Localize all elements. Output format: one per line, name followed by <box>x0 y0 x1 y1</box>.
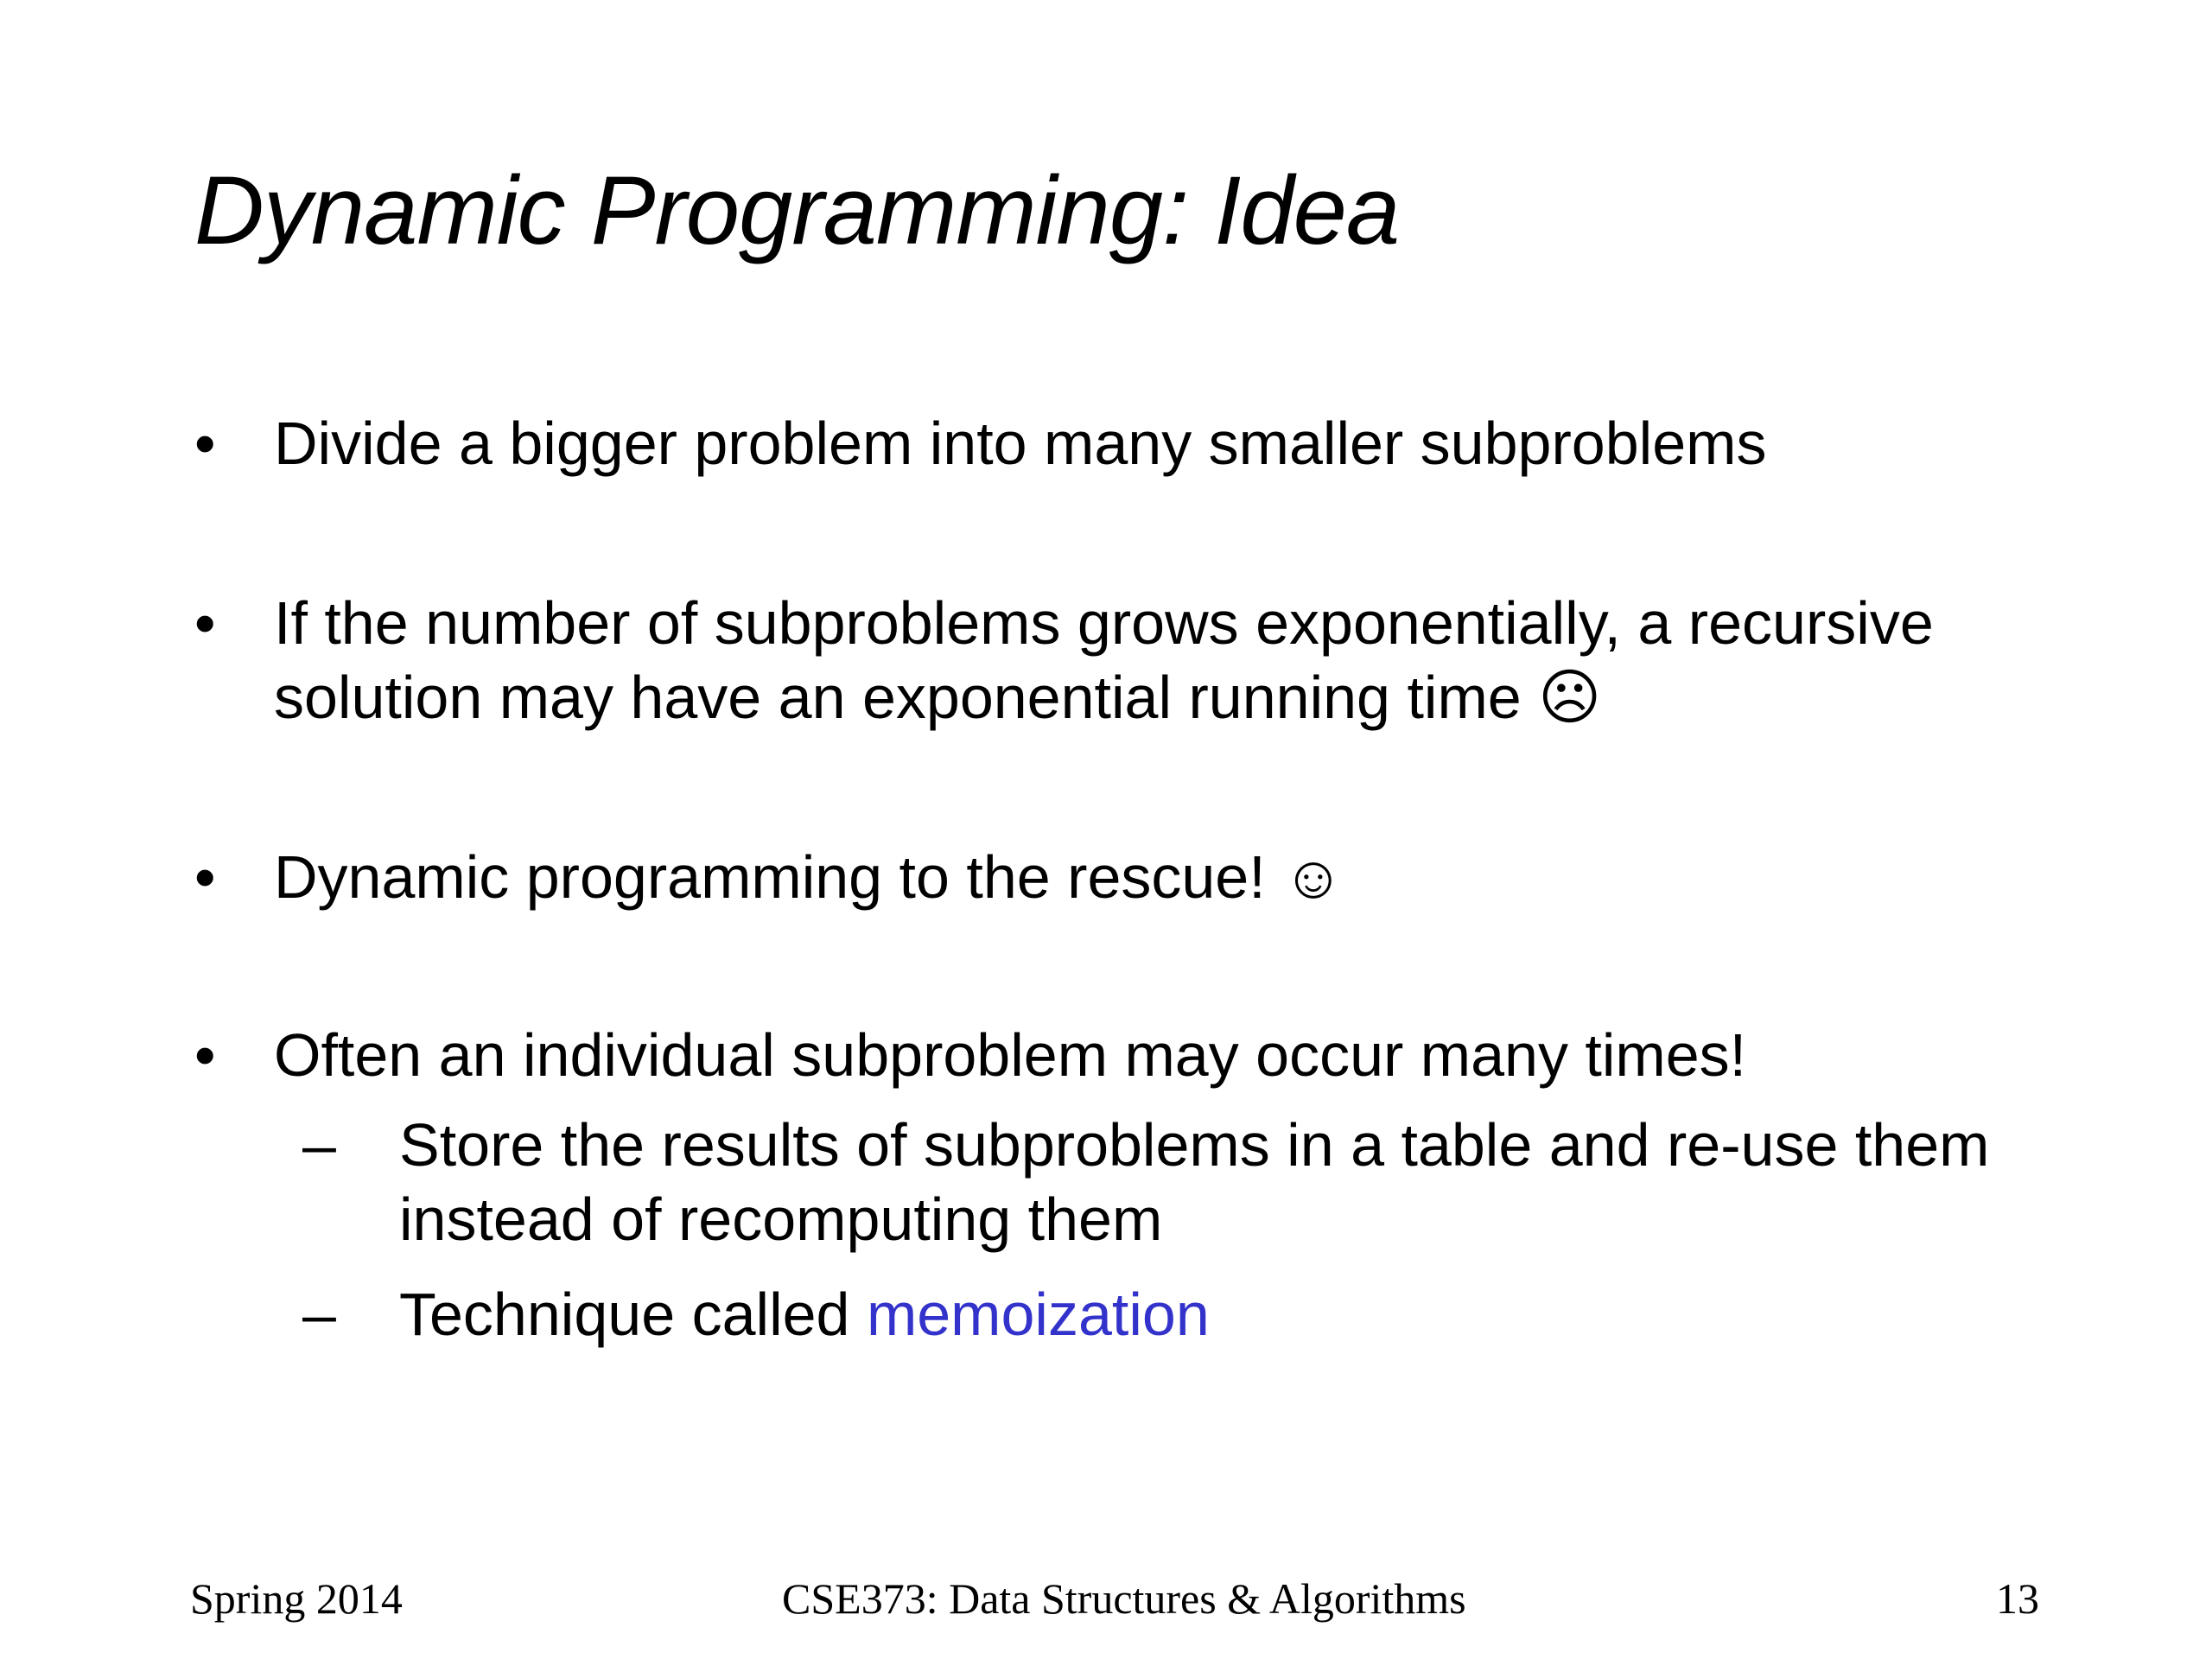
footer-course: CSE373: Data Structures & Algorithms <box>782 1574 1466 1623</box>
bullet-text: Dynamic programming to the rescue! ☺ <box>274 843 1344 911</box>
sub-bullet-marker: – <box>302 1281 336 1348</box>
bullet-marker: • <box>194 843 216 911</box>
sub-bullet-text <box>399 1277 2067 1351</box>
highlighted-term: memoization <box>866 1281 1210 1348</box>
slide-title: Dynamic Programming: Idea <box>194 156 1400 264</box>
bullet-text: Divide a bigger problem into many smaller subproblems <box>274 410 1767 477</box>
bullet-marker: • <box>194 1021 216 1089</box>
footer-date: Spring 2014 <box>190 1574 403 1623</box>
sub-bullet-prefix: Technique called <box>399 1281 867 1348</box>
bullet-text: If the number of subproblems grows exponentially, a recursive solution may have an exponential running time ☹ <box>274 589 1934 731</box>
bullet-text: Often an individual subproblem may occur many times! <box>274 1021 1747 1089</box>
footer-page-number: 13 <box>1996 1574 2039 1623</box>
bullet-marker: • <box>194 410 216 477</box>
bullet-marker: • <box>194 589 216 657</box>
sub-bullet-marker: – <box>302 1111 336 1179</box>
sub-bullet-text: Store the results of subproblems in a table and re-use them instead of recomputing them <box>399 1111 1990 1253</box>
